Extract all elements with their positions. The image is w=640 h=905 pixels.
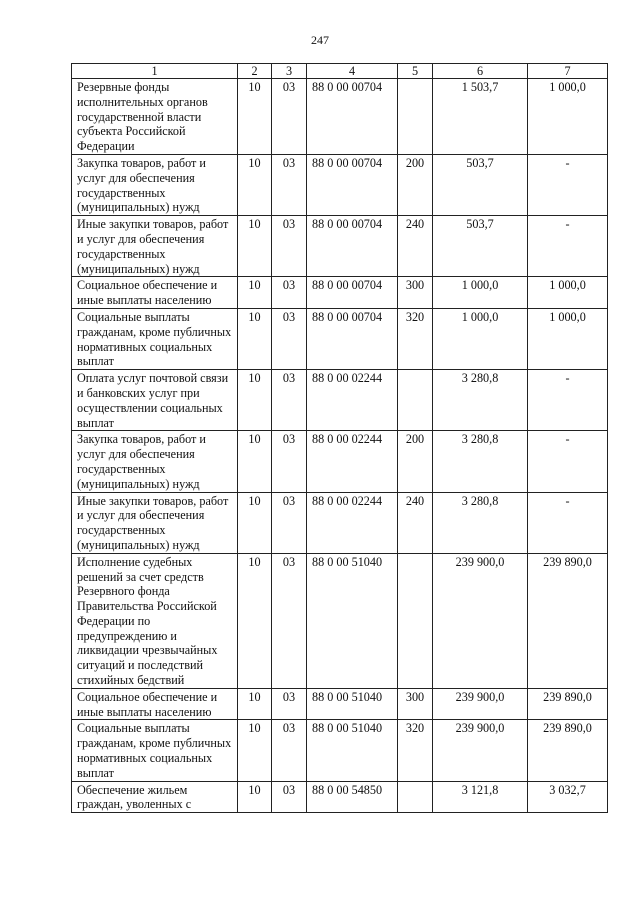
header-row [72,64,608,79]
row-name: Резервные фонды исполнительных органов государственной власти субъекта Российской Федерации [72,79,238,155]
section-code: 10 [238,216,272,277]
target-article-code: 88 0 00 00704 [307,277,398,309]
target-article-code: 88 0 00 54850 [307,781,398,813]
amount-col7: 1 000,0 [528,79,608,155]
expense-type-code: 240 [398,216,433,277]
amount-col6: 3 280,8 [433,431,528,492]
amount-col7: 1 000,0 [528,277,608,309]
expense-type-code: 300 [398,688,433,720]
amount-col6: 239 900,0 [433,688,528,720]
section-code: 10 [238,370,272,431]
section-code: 10 [238,492,272,553]
target-article-code: 88 0 00 00704 [307,308,398,369]
target-article-code: 88 0 00 02244 [307,492,398,553]
amount-col7: 239 890,0 [528,553,608,688]
amount-col7: - [528,154,608,215]
budget-table [71,63,608,813]
table-row [72,553,608,688]
section-code: 10 [238,79,272,155]
expense-type-code [398,781,433,813]
section-code: 10 [238,720,272,781]
column-header: 5 [398,64,433,79]
row-name: Социальное обеспечение и иные выплаты населению [72,688,238,720]
subsection-code: 03 [272,370,307,431]
subsection-code: 03 [272,308,307,369]
amount-col6: 3 280,8 [433,370,528,431]
section-code: 10 [238,154,272,215]
section-code: 10 [238,688,272,720]
row-name: Оплата услуг почтовой связи и банковских услуг при осуществлении социальных выплат [72,370,238,431]
target-article-code: 88 0 00 51040 [307,553,398,688]
amount-col6: 1 000,0 [433,308,528,369]
table-row [72,370,608,431]
amount-col6: 3 280,8 [433,492,528,553]
expense-type-code: 240 [398,492,433,553]
row-name: Закупка товаров, работ и услуг для обеспечения государственных (муниципальных) нужд [72,154,238,215]
section-code: 10 [238,308,272,369]
amount-col7: 1 000,0 [528,308,608,369]
amount-col7: - [528,216,608,277]
amount-col6: 1 503,7 [433,79,528,155]
table-row [72,781,608,813]
column-header: 2 [238,64,272,79]
amount-col6: 239 900,0 [433,553,528,688]
target-article-code: 88 0 00 51040 [307,720,398,781]
amount-col6: 239 900,0 [433,720,528,781]
table-row [72,308,608,369]
target-article-code: 88 0 00 00704 [307,79,398,155]
expense-type-code: 320 [398,308,433,369]
expense-type-code: 320 [398,720,433,781]
target-article-code: 88 0 00 00704 [307,216,398,277]
table-row [72,154,608,215]
subsection-code: 03 [272,79,307,155]
row-name: Социальные выплаты гражданам, кроме публичных нормативных социальных выплат [72,720,238,781]
row-name: Исполнение судебных решений за счет средств Резервного фонда Правительства Российской Федерации по предупреждению и ликвидации чрезвычайных ситуаций и последствий стихийных бедствий [72,553,238,688]
subsection-code: 03 [272,553,307,688]
target-article-code: 88 0 00 51040 [307,688,398,720]
table-row [72,492,608,553]
section-code: 10 [238,431,272,492]
expense-type-code: 200 [398,154,433,215]
amount-col7: - [528,431,608,492]
page-number: 247 [311,33,329,47]
amount-col6: 1 000,0 [433,277,528,309]
expense-type-code [398,370,433,431]
amount-col7: 239 890,0 [528,688,608,720]
subsection-code: 03 [272,431,307,492]
row-name: Иные закупки товаров, работ и услуг для обеспечения государственных (муниципальных) нужд [72,216,238,277]
section-code: 10 [238,553,272,688]
subsection-code: 03 [272,781,307,813]
row-name: Социальные выплаты гражданам, кроме публичных нормативных социальных выплат [72,308,238,369]
expense-type-code: 200 [398,431,433,492]
subsection-code: 03 [272,720,307,781]
column-header: 3 [272,64,307,79]
expense-type-code [398,553,433,688]
amount-col6: 503,7 [433,154,528,215]
section-code: 10 [238,277,272,309]
table-row [72,431,608,492]
row-name: Обеспечение жильем граждан, уволенных с [72,781,238,813]
table-row [72,277,608,309]
amount-col7: - [528,492,608,553]
column-header: 1 [72,64,238,79]
subsection-code: 03 [272,688,307,720]
table-row [72,688,608,720]
amount-col6: 503,7 [433,216,528,277]
column-header: 4 [307,64,398,79]
amount-col7: 3 032,7 [528,781,608,813]
amount-col7: - [528,370,608,431]
target-article-code: 88 0 00 02244 [307,431,398,492]
target-article-code: 88 0 00 02244 [307,370,398,431]
row-name: Социальное обеспечение и иные выплаты населению [72,277,238,309]
target-article-code: 88 0 00 00704 [307,154,398,215]
table-row [72,720,608,781]
column-header: 6 [433,64,528,79]
row-name: Закупка товаров, работ и услуг для обеспечения государственных (муниципальных) нужд [72,431,238,492]
subsection-code: 03 [272,216,307,277]
section-code: 10 [238,781,272,813]
amount-col6: 3 121,8 [433,781,528,813]
amount-col7: 239 890,0 [528,720,608,781]
column-header: 7 [528,64,608,79]
expense-type-code [398,79,433,155]
subsection-code: 03 [272,154,307,215]
expense-type-code: 300 [398,277,433,309]
subsection-code: 03 [272,277,307,309]
row-name: Иные закупки товаров, работ и услуг для обеспечения государственных (муниципальных) нужд [72,492,238,553]
subsection-code: 03 [272,492,307,553]
table-row [72,79,608,155]
table-row [72,216,608,277]
